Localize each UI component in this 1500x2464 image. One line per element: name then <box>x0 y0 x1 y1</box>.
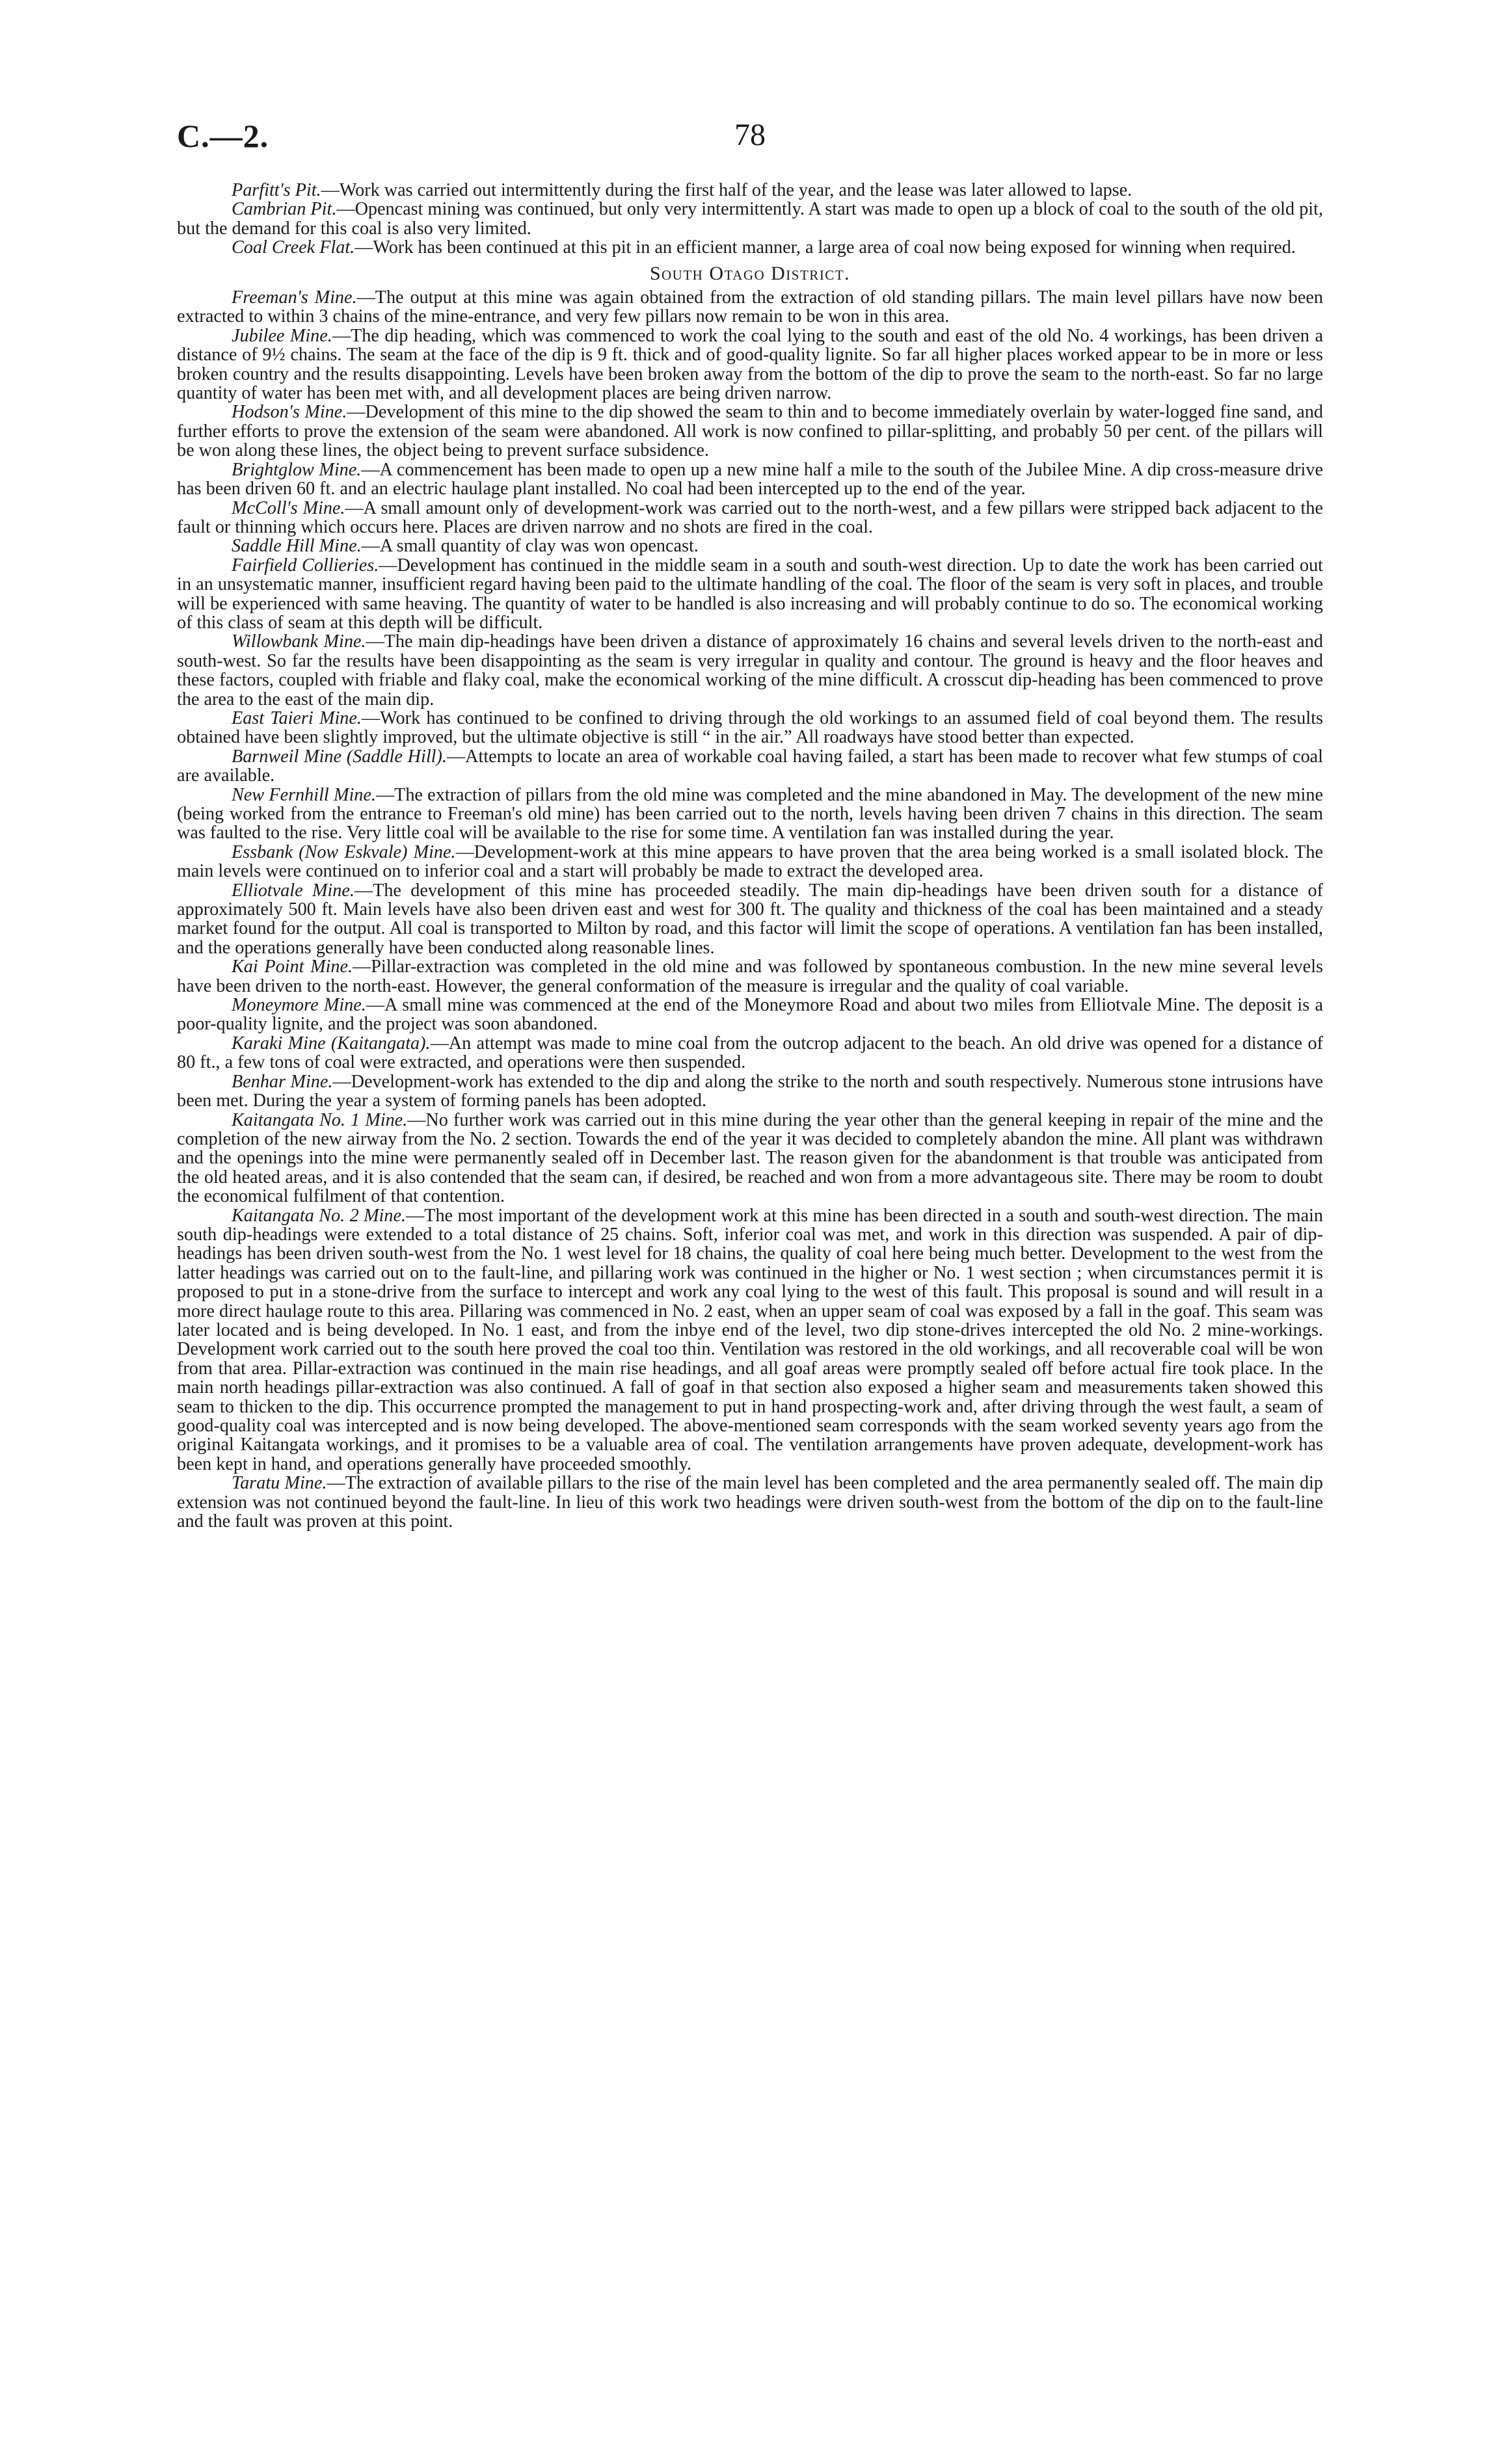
report-paragraph <box>177 181 1323 200</box>
report-paragraph <box>177 460 1323 499</box>
mine-name: Jubilee Mine. <box>232 325 332 346</box>
mine-name: Cambrian Pit. <box>232 199 337 220</box>
paragraph-text: —Development-work at this mine appears to have proven that the area being worked is a small isolated block. The main levels were continued on to inferior coal and a start will probably be made to extract the developed area. <box>177 841 1324 882</box>
paragraph-text: —The dip heading, which was commenced to work the coal lying to the south and east of the old No. 4 workings, has been driven a distance of 9½ chains. The seam at the face of the dip is 9 ft. thick and of good-quality lignite. So far all higher places worked appear to be in more or less broken country and the results disappointing. Levels have been broken away from the bottom of the dip to prove the seam to the north-east. So far no large quantity of water has been met with, and all development places are being driven narrow. <box>177 325 1323 404</box>
paragraph-text: —The extraction of available pillars to the rise of the main level has been completed and the area permanently sealed off. The main dip extension was not continued beyond the fault-line. In lieu of this work two headings were driven south-west from the bottom of the dip on to the fault-line and the fault was proven at this point. <box>177 1473 1323 1532</box>
report-paragraph <box>177 843 1323 881</box>
mine-name: McColl's Mine. <box>232 497 345 518</box>
mine-name: Coal Creek Flat. <box>232 237 355 258</box>
report-paragraph <box>177 632 1323 709</box>
paragraph-text: —No further work was carried out in this mine during the year other than the general keeping in repair of the mine and the completion of the new airway from the No. 2 section. Towards the end of the year it was decided to completely abandon the mine. All plant was withdrawn and the openings into the mine were permanently sealed off in December last. The reason given for the abandonment is that trouble was anticipated from the old heated areas, and it is also contended that the seam can, if desired, be reached and won from a more advantageous site. There may be room to doubt the economical fulfilment of that contention. <box>177 1109 1323 1207</box>
report-paragraph <box>177 747 1323 786</box>
mine-name: Barnweil Mine (Saddle Hill). <box>232 746 447 767</box>
paragraph-text: —A commencement has been made to open up a new mine half a mile to the south of the Jubilee Mine. A dip cross-measure drive has been driven 60 ft. and an electric haulage plant installed. No coal had been intercepted up to the end of the year. <box>177 459 1323 499</box>
report-paragraph <box>177 786 1323 843</box>
paragraph-text: —Work has continued to be confined to driving through the old workings to an assumed field of coal beyond them. The results obtained have been slightly improved, but the ultimate objective is still “ in the air.” All roadways have stood better than expected. <box>177 708 1324 748</box>
paragraph-text: —Development has continued in the middle seam in a south and south-west direction. Up to date the work has been carried out in an unsystematic manner, insufficient regard having been paid to the ultimate handling of the coal. The floor of the seam is very soft in places, and trouble will be experienced with same heaving. The quantity of water to be handled is also increasing and will probably continue to do so. The economical working of this class of seam at this depth will be difficult. <box>177 555 1323 633</box>
paragraph-text: —Development-work has extended to the dip and along the strike to the north and south respectively. Numerous stone intrusions have been met. During the year a system of forming panels has been adopted. <box>177 1071 1324 1111</box>
paragraph-text: —Attempts to locate an area of workable coal having failed, a start has been made to recover what few stumps of coal are available. <box>177 746 1324 786</box>
paragraph-text: —Work has been continued at this pit in an efficient manner, a large area of coal now being exposed for winning when required. <box>355 237 1296 258</box>
mine-name: Saddle Hill Mine. <box>232 536 362 557</box>
mine-name: Freeman's Mine. <box>232 287 357 308</box>
report-paragraph <box>177 881 1323 958</box>
mine-name: Willowbank Mine. <box>232 631 366 652</box>
paragraph-text: —The most important of the development work at this mine has been directed in a south and south-west direction. The main south dip-headings were extended to a total distance of 25 chains. Soft, inferior coal was met, and work in this direction was suspended. A pair of dip-headings has been driven south-west from the No. 1 west level for 18 chains, the quality of coal here being much better. Development to the west from the latter headings was carried out on to the fault-line, and pillaring work was continued in the higher or No. 1 west section ; when circumstances permit it is proposed to put in a stone-drive from the surface to intercept and work any coal lying to the west of this fault. This proposal is sound and will result in a more direct haulage route to this area. Pillaring was commenced in No. 2 east, when an upper seam of coal was exposed by a fall in the goaf. This seam was later located and is being developed. In No. 1 east, and from the inbye end of the level, two dip stone-drives intercepted the old No. 2 mine-workings. Development work carried out to the south here proved the coal too thin. Ventilation was restored in the old workings, and all recoverable coal will be won from that area. Pillar-extraction was continued in the main rise headings, and all goaf areas were promptly sealed off before actual fire took place. In the main north headings pillar-extraction was also continued. A fall of goaf in that section also exposed a higher seam and measurements taken showed this seam to thicken to the dip. This occurrence prompted the management to put in hand prospecting-work and, after driving through the west fault, a seam of good-quality coal was intercepted and is now being developed. The above-mentioned seam corresponds with the seam worked seventy years ago from the original Kaitangata workings, and it promises to be a valuable area of coal. The ventilation arrangements have proven adequate, development-work has been kept in hand, and operations generally have proceeded smoothly. <box>177 1205 1324 1474</box>
paragraph-text: —Opencast mining was continued, but only very intermittently. A start was made to open up a block of coal to the south of the old pit, but the demand for this coal is also very limited. <box>177 199 1324 239</box>
paragraph-text: —Pillar-extraction was completed in the old mine and was followed by spontaneous combustion. In the new mine several levels have been driven to the north-east. However, the general conformation of the measure is irregular and the quality of coal variable. <box>177 957 1323 996</box>
mine-name: Taratu Mine. <box>232 1473 327 1494</box>
report-body <box>177 181 1323 1531</box>
paragraph-text: —The development of this mine has proceeded steadily. The main dip-headings have been driven south for a distance of approximately 500 ft. Main levels have also been driven east and west for 300 ft. The quality and thickness of the coal has been maintained and a steady market found for the output. All coal is transported to Milton by road, and this factor will limit the scope of operations. A ventilation fan has been installed, and the operations generally have been conducted along reasonable lines. <box>177 880 1323 958</box>
document-reference: C.—2. <box>177 118 269 154</box>
mine-name: Kaitangata No. 1 Mine. <box>232 1109 408 1130</box>
page-header <box>177 117 1323 169</box>
report-paragraph <box>177 403 1323 460</box>
mine-name: Hodson's Mine. <box>232 402 347 423</box>
report-paragraph <box>177 200 1323 238</box>
report-paragraph <box>177 238 1323 257</box>
report-paragraph <box>177 1206 1323 1474</box>
mine-name: Brightglow Mine. <box>232 459 362 480</box>
paragraph-text: —Development of this mine to the dip showed the seam to thin and to become immediately overlain by water-logged fine sand, and further efforts to prove the extension of the seam were abandoned. All work is now confined to pillar-splitting, and probably 50 per cent. of the pillars will be won along these lines, the object being to prevent surface subsidence. <box>177 402 1324 461</box>
mine-name: East Taieri Mine. <box>232 708 362 728</box>
report-paragraph <box>177 996 1323 1034</box>
mine-name: Fairfield Collieries. <box>232 555 379 576</box>
mines-section <box>177 288 1323 1531</box>
mine-name: New Fernhill Mine. <box>232 784 376 805</box>
paragraph-text: —The extraction of pillars from the old mine was completed and the mine abandoned in May. The development of the new mine (being worked from the entrance to Freeman's old mine) has been carried out to the north, levels having been driven 7 chains in this direction. The seam was faulted to the rise. Very little coal will be available to the rise for some time. A ventilation fan was installed during the year. <box>177 784 1323 843</box>
mine-name: Moneymore Mine. <box>232 995 366 1016</box>
mine-name: Essbank (Now Eskvale) Mine. <box>232 841 456 862</box>
mine-name: Parfitt's Pit. <box>232 180 321 200</box>
report-paragraph <box>177 499 1323 537</box>
report-paragraph <box>177 957 1323 996</box>
report-paragraph <box>177 326 1323 403</box>
report-paragraph <box>177 288 1323 326</box>
paragraph-text: —A small quantity of clay was won opencast. <box>361 536 699 557</box>
report-paragraph <box>177 537 1323 555</box>
report-paragraph <box>177 1474 1323 1531</box>
report-paragraph <box>177 1034 1323 1072</box>
paragraph-text: —An attempt was made to mine coal from the outcrop adjacent to the beach. An old drive was opened for a distance of 80 ft., a few tons of coal were extracted, and operations were then suspended. <box>177 1033 1323 1073</box>
report-paragraph <box>177 1111 1323 1206</box>
intro-section <box>177 181 1323 258</box>
mine-name: Benhar Mine. <box>232 1071 333 1092</box>
report-paragraph <box>177 556 1323 633</box>
report-paragraph <box>177 1072 1323 1111</box>
paragraph-text: —A small mine was commenced at the end of the Moneymore Road and about two miles from Elliotvale Mine. The deposit is a poor-quality lignite, and the project was soon abandoned. <box>177 995 1323 1035</box>
mine-name: Kai Point Mine. <box>232 957 353 977</box>
district-heading: South Otago District. <box>649 262 851 284</box>
mine-name: Elliotvale Mine. <box>232 880 355 901</box>
paragraph-text: —The output at this mine was again obtained from the extraction of old standing pillars. The main level pillars have now been extracted to within 3 chains of the mine-entrance, and very few pillars now remain to be won in this area. <box>177 287 1323 327</box>
paragraph-text: —A small amount only of development-work was carried out to the north-west, and a few pillars were stripped back adjacent to the fault or thinning which occurs here. Places are driven narrow and no shots are fired in the coal. <box>177 497 1323 537</box>
mine-name: Kaitangata No. 2 Mine. <box>232 1205 407 1226</box>
page-number: 78 <box>734 118 766 152</box>
mine-name: Karaki Mine (Kaitangata). <box>232 1033 431 1053</box>
paragraph-text: —The main dip-headings have been driven a distance of approximately 16 chains and several levels driven to the north-east and south-west. So far the results have been disappointing as the seam is very irregular in quality and contour. The ground is heavy and the floor heaves and these factors, coupled with friable and flaky coal, make the economical working of the mine difficult. A crosscut dip-heading has been commenced to prove the area to the east of the main dip. <box>177 631 1323 709</box>
report-paragraph <box>177 709 1323 747</box>
paragraph-text: —Work was carried out intermittently during the first half of the year, and the lease was later allowed to lapse. <box>321 180 1132 200</box>
